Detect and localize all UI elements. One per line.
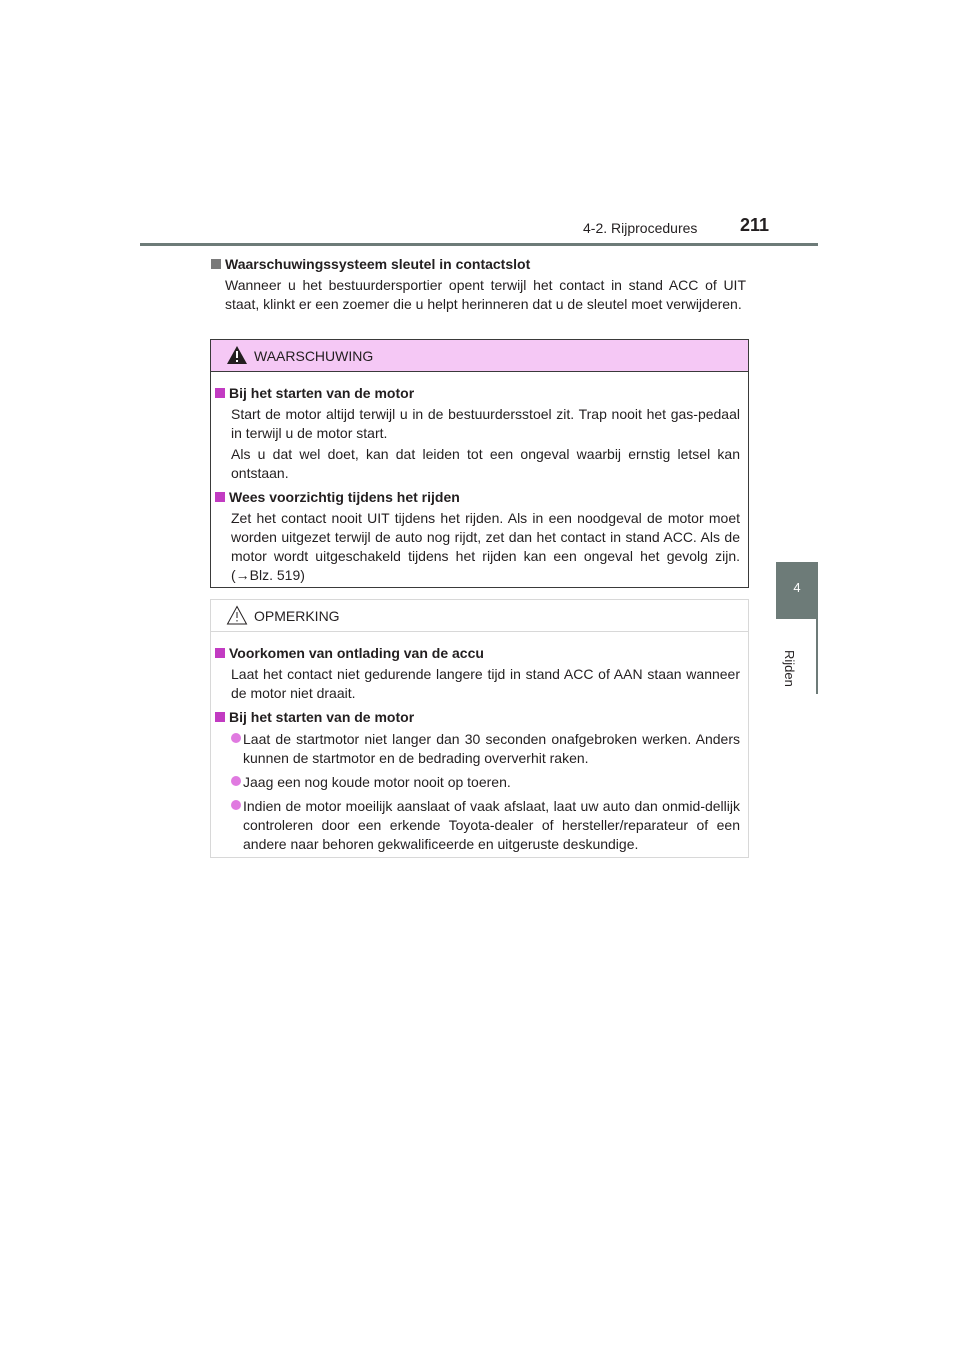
section-title: 4-2. Rijprocedures [583, 220, 698, 236]
notice-label: OPMERKING [254, 608, 340, 624]
warning-triangle-icon [226, 345, 248, 365]
intro-text: Wanneer u het bestuurdersportier opent terwijl het contact in stand ACC of UIT staat, klinkt er een zoemer die u helpt herinneren dat u de sleutel moet verwijderen. [225, 277, 746, 312]
warning-item-heading [215, 384, 740, 403]
notice-item-heading [215, 708, 740, 727]
square-bullet-icon [215, 712, 225, 722]
dot-bullet-icon [231, 733, 241, 743]
square-bullet-icon [215, 492, 225, 502]
bullet-list [215, 730, 740, 854]
caution-triangle-icon [226, 605, 248, 625]
square-bullet-icon [211, 259, 221, 269]
warning-item [215, 384, 740, 483]
chapter-tab[interactable] [776, 562, 818, 619]
list-item [215, 773, 740, 792]
warning-header [211, 340, 748, 372]
page-number: 211 [740, 215, 770, 235]
warning-body [211, 372, 748, 585]
intro-heading-text: Waarschuwingssysteem sleutel in contactslot [225, 256, 531, 272]
header-divider [140, 243, 818, 246]
list-item-text: Jaag een nog koude motor nooit op toeren. [243, 774, 511, 790]
chapter-number: 4 [793, 580, 801, 595]
notice-item [215, 708, 740, 854]
square-bullet-icon [215, 388, 225, 398]
intro-section [211, 255, 746, 314]
notice-item-heading [215, 644, 740, 663]
notice-item-heading-text: Voorkomen van ontlading van de accu [229, 645, 484, 661]
dot-bullet-icon [231, 800, 241, 810]
notice-item-text: Laat het contact niet gedurende langere tijd in stand ACC of AAN staan wanneer de motor niet draait. [231, 666, 740, 701]
square-bullet-icon [215, 648, 225, 658]
list-item [215, 730, 740, 768]
warning-item-heading-text: Bij het starten van de motor [229, 385, 415, 401]
notice-header [211, 600, 748, 632]
list-item [215, 797, 740, 854]
warning-item-heading [215, 488, 740, 507]
intro-heading [211, 255, 746, 274]
warning-item-text: Start de motor altijd terwijl u in de bestuurdersstoel zit. Trap nooit het gas-pedaal in terwijl u de motor start. [231, 406, 740, 441]
warning-item [215, 488, 740, 585]
warning-box [210, 339, 749, 588]
dot-bullet-icon [231, 776, 241, 786]
warning-item-text-2: Als u dat wel doet, kan dat leiden tot een ongeval waarbij ernstig letsel kan ontstaan. [231, 446, 740, 481]
list-item-text: Indien de motor moeilijk aanslaat of vaak afslaat, laat uw auto dan onmid-dellijk controleren door een erkende Toyota-dealer of hersteller/reparateur of een andere naar behoren gekwalificeerde en uitgeruste deskundige. [243, 798, 740, 852]
chapter-tab-bar [816, 619, 818, 694]
notice-body [211, 632, 748, 854]
notice-box [210, 599, 749, 858]
warning-item-heading-text: Wees voorzichtig tijdens het rijden [229, 489, 460, 505]
warning-item-text: Zet het contact nooit UIT tijdens het rijden. Als in een noodgeval de motor moet worden uitgezet terwijl de auto nog rijdt, zet dan het contact in stand ACC. Als de motor wordt uitgeschakeld tijdens het rijden kan een ongeval het gevolg zijn. (→Blz. 519) [231, 510, 740, 583]
chapter-label: Rijden [782, 650, 797, 687]
list-item-text: Laat de startmotor niet langer dan 30 seconden onafgebroken werken. Anders kunnen de startmotor en de bedrading oververhit raken. [243, 731, 740, 766]
warning-label: WAARSCHUWING [254, 348, 374, 364]
notice-item-heading-text: Bij het starten van de motor [229, 709, 415, 725]
notice-item [215, 644, 740, 703]
